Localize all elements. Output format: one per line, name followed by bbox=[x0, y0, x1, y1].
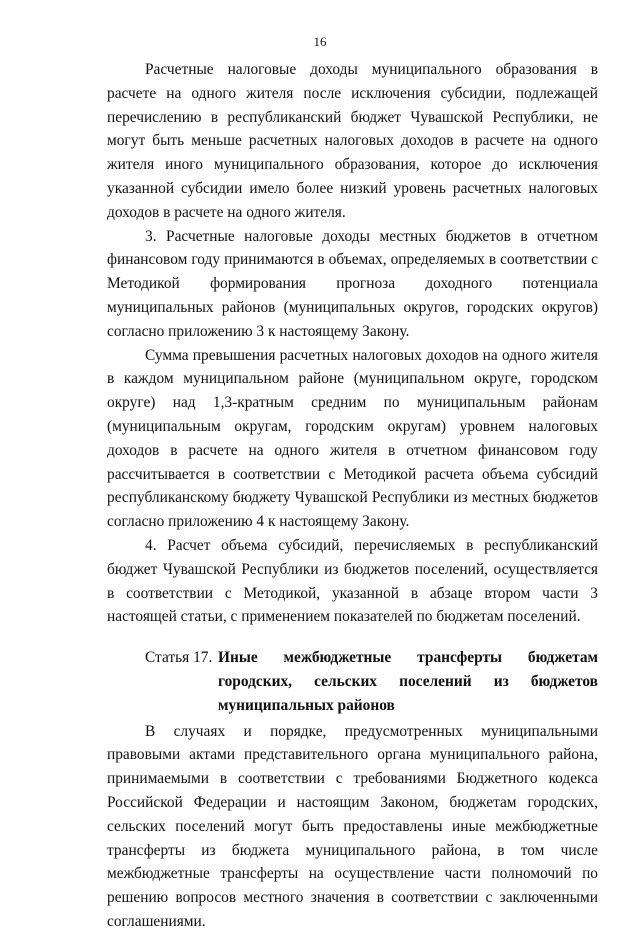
paragraph: 4. Расчет объема субсидий, перечисляемых в республиканский бюджет Чувашской Республики из бюджетов поселений, осуществляется в соответствии с Методикой, указанной в абзаце втором части 3 настоящей статьи, с применением показателей по бюджетам поселений. bbox=[107, 536, 598, 626]
paragraph: Расчетные налоговые доходы муниципального образования в расчете на одного жителя после исключения субсидии, подлежащей перечислению в республиканский бюджет Чувашской Республики, не могут быть меньше расчетных налоговых доходов в расчете на одного жителя иного муниципального образования, которое до исключения указанной субсидии имело более низкий уровень расчетных налоговых доходов в расчете на одного жителя. bbox=[107, 61, 598, 221]
article-heading bbox=[107, 646, 598, 717]
paragraph: 3. Расчетные налоговые доходы местных бюджетов в отчетном финансовом году принимаются в объемах, определяемых в соответствии с Методикой формирования прогноза доходного потенциала муниципальных районов (муниципальных округов, городских округов) согласно приложению 3 к настоящему Закону. bbox=[107, 227, 598, 340]
paragraph: Сумма превышения расчетных налоговых доходов на одного жителя в каждом муниципальном районе (муниципальном округе, городском округе) над 1,3-кратным средним по муниципальным районам (муниципальным округам, городским округам) уровнем налоговых доходов в расчете на одного жителя в отчетном финансовом году рассчитывается в соответствии с Методикой расчета объема субсидий республиканскому бюджету Чувашской Республики из местных бюджетов согласно приложению 4 к настоящему Закону. bbox=[107, 346, 598, 531]
document-body bbox=[107, 58, 598, 934]
article-title: Иные межбюджетные трансферты бюджетам городских, сельских поселений из бюджетов муниципальных районов bbox=[218, 649, 598, 714]
article-label: Статья 17. bbox=[145, 649, 213, 667]
paragraph: В случаях и порядке, предусмотренных муниципальными правовыми актами представительного органа муниципального района, принимаемыми в соответствии с требованиями Бюджетного кодекса Российской Федерации и настоящим Законом, бюджетам городских, сельских поселений могут быть предоставлены иные межбюджетные трансферты из бюджета муниципального района, в том числе межбюджетные трансферты на осуществление части полномочий по решению вопросов местного значения в соответствии с заключенными соглашениями. bbox=[107, 722, 598, 930]
page-number: 16 bbox=[313, 34, 327, 49]
